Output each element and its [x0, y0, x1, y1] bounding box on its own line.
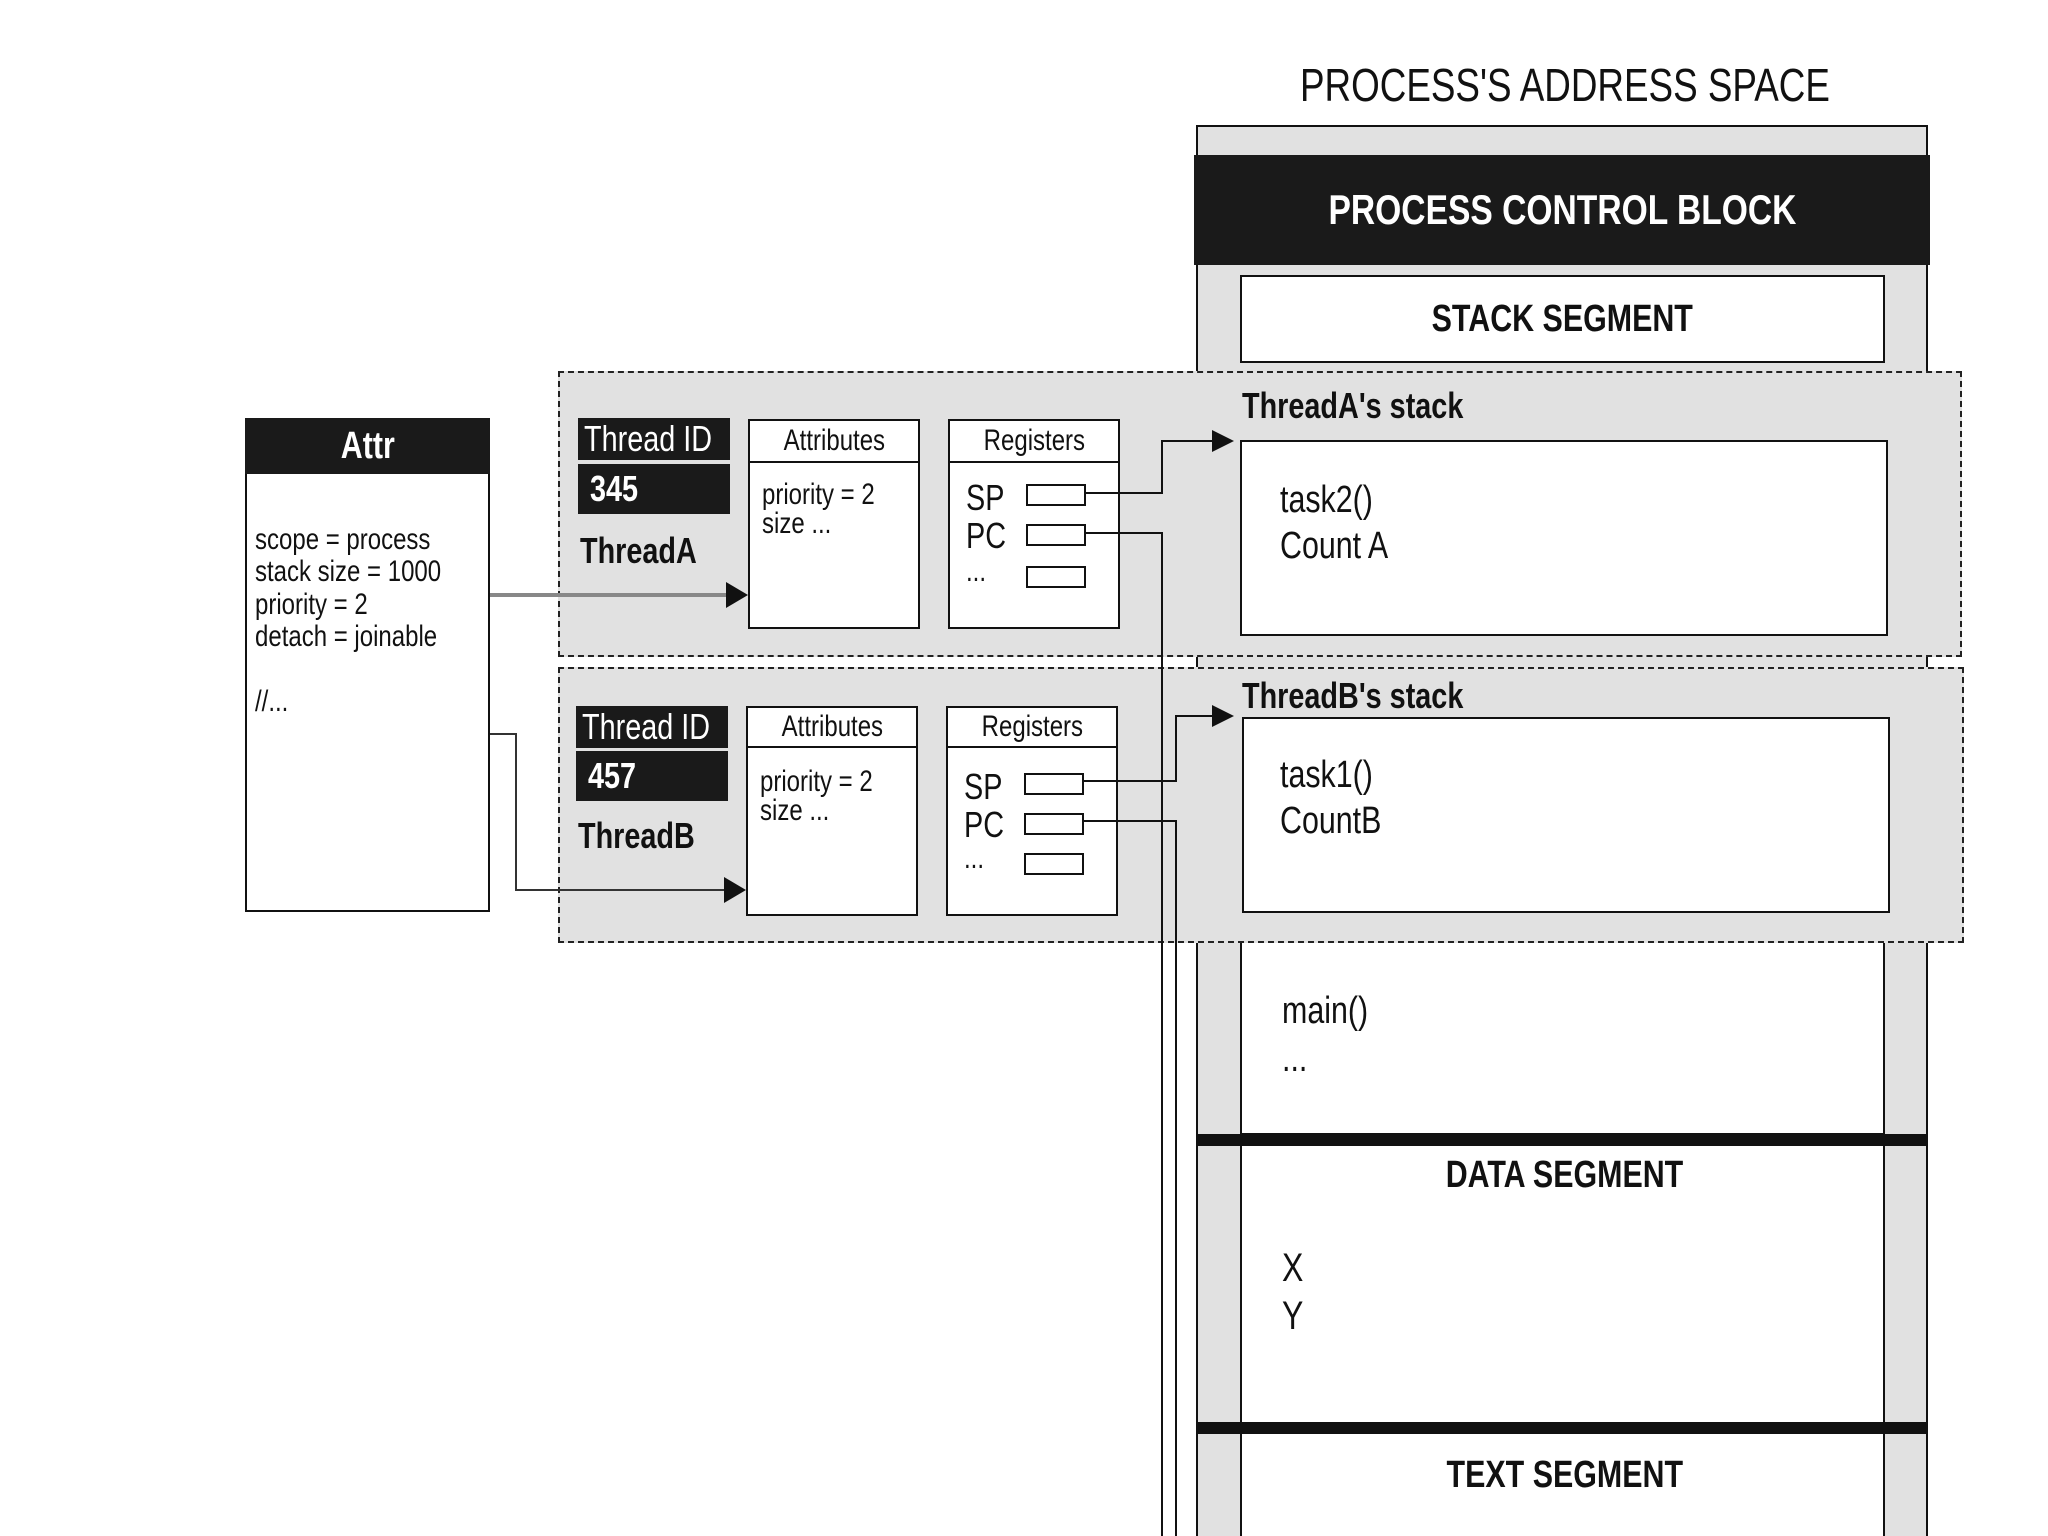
data-var-x: X: [1282, 1246, 1304, 1290]
register-more-label: ...: [964, 842, 985, 875]
attributes-title: Attributes: [750, 421, 918, 463]
attr-line: //...: [255, 684, 289, 718]
process-control-block: PROCESS CONTROL BLOCK: [1194, 155, 1930, 265]
attr-line: scope = process: [255, 523, 431, 556]
register-sp-label: SP: [964, 766, 1003, 807]
attr-to-thread-b-arrow: [490, 734, 742, 890]
attributes-title: Attributes: [748, 708, 916, 748]
thread-a-name: ThreadA: [580, 530, 697, 571]
attribute-line: size ...: [760, 793, 830, 827]
stack-line: CountB: [1280, 799, 1382, 842]
thread-b-sp-pointer: [1082, 716, 1220, 781]
thread-b-id-value: 457: [576, 751, 728, 801]
stack-segment-header: STACK SEGMENT: [1240, 275, 1885, 363]
attr-line: priority = 2: [255, 587, 368, 621]
register-pc-label: PC: [964, 804, 1005, 845]
text-segment-title: TEXT SEGMENT: [1446, 1454, 1683, 1496]
address-space-title: PROCESS'S ADDRESS SPACE: [1300, 59, 1830, 111]
data-var-y: Y: [1282, 1294, 1304, 1338]
main-stack-line: ...: [1282, 1037, 1308, 1080]
thread-b-sp-arrowhead: [1212, 705, 1234, 727]
stack-line: task1(): [1280, 754, 1373, 796]
register-sp-label: SP: [966, 477, 1005, 518]
thread-a-pc-pointer: [1084, 533, 1162, 1536]
attr-line: detach = joinable: [255, 620, 438, 654]
thread-a-stack-title: ThreadA's stack: [1242, 385, 1464, 426]
attribute-line: priority = 2: [762, 478, 875, 511]
thread-a-id-value: 345: [578, 464, 730, 514]
thread-a-sp-arrowhead: [1212, 430, 1234, 452]
attr-title: Attr: [245, 418, 490, 474]
register-pc-label: PC: [966, 515, 1007, 556]
data-segment-title: DATA SEGMENT: [1445, 1154, 1684, 1196]
thread-b-id-label: Thread ID: [576, 706, 728, 748]
thread-a-id-label: Thread ID: [578, 418, 730, 460]
stack-line: Count A: [1280, 524, 1389, 567]
registers-title: Registers: [950, 421, 1118, 463]
attribute-line: priority = 2: [760, 765, 873, 798]
thread-a-sp-pointer: [1084, 441, 1220, 493]
registers-title: Registers: [948, 708, 1116, 748]
thread-b-name: ThreadB: [578, 815, 695, 856]
register-more-label: ...: [966, 555, 987, 588]
attribute-line: size ...: [762, 506, 832, 540]
attr-to-thread-b-arrowhead: [724, 877, 746, 903]
stack-line: task2(): [1280, 479, 1373, 521]
thread-b-stack-title: ThreadB's stack: [1242, 675, 1464, 716]
attr-to-thread-a-arrowhead: [726, 582, 748, 608]
main-stack-line: main(): [1282, 990, 1369, 1032]
attr-line: stack size = 1000: [255, 555, 442, 589]
